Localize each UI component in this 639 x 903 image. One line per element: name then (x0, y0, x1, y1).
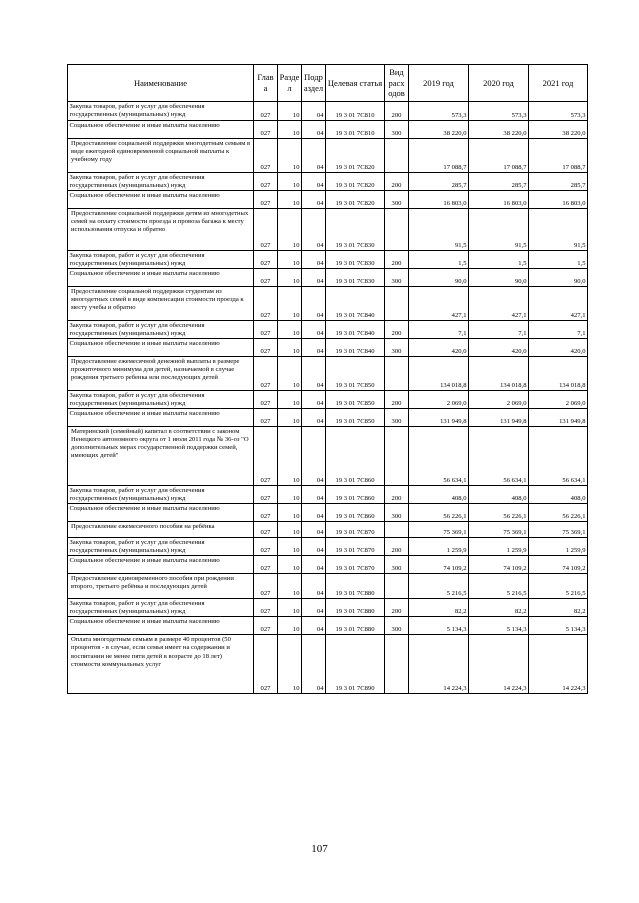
cell-razdel: 10 (278, 121, 302, 139)
cell-razdel: 10 (278, 191, 302, 209)
table-body (68, 102, 588, 694)
cell-statya: 19 3 01 7С860 (326, 427, 385, 486)
cell-2021: 2 069,0 (529, 391, 588, 409)
cell-glava: 027 (254, 191, 278, 209)
cell-podrazdel: 04 (302, 121, 326, 139)
cell-name: Предоставление ежемесячной денежной выплаты в размере прожиточного минимума для детей, назначаемой в случае рождения третьего ребенка или последующих детей (68, 357, 254, 391)
cell-razdel: 10 (278, 209, 302, 251)
cell-statya: 19 3 01 7С870 (326, 556, 385, 574)
cell-statya: 19 3 01 7С890 (326, 635, 385, 694)
header-razdel: Разде л (278, 65, 302, 102)
cell-glava: 027 (254, 173, 278, 191)
cell-glava: 027 (254, 287, 278, 321)
cell-razdel: 10 (278, 504, 302, 522)
cell-vid: 300 (385, 504, 409, 522)
cell-razdel: 10 (278, 522, 302, 538)
cell-vid (385, 427, 409, 486)
cell-2019: 1,5 (409, 251, 469, 269)
cell-glava: 027 (254, 102, 278, 121)
cell-statya: 19 3 01 7С870 (326, 538, 385, 556)
header-podrazdel: Подр аздел (302, 65, 326, 102)
cell-2019: 420,0 (409, 339, 469, 357)
cell-statya: 19 3 01 7С880 (326, 574, 385, 599)
cell-statya: 19 3 01 7С830 (326, 251, 385, 269)
cell-name: Предоставление социальной поддержки многодетным семьям в виде ежегодной единовременной социальной выплаты к учебному году (68, 139, 254, 173)
cell-2019: 38 220,0 (409, 121, 469, 139)
header-statya: Целевая статья (326, 65, 385, 102)
cell-2019: 2 069,0 (409, 391, 469, 409)
cell-2021: 17 088,7 (529, 139, 588, 173)
cell-name: Социальное обеспечение и иные выплаты населению (68, 191, 254, 209)
cell-2021: 1,5 (529, 251, 588, 269)
budget-table (67, 64, 588, 694)
cell-2020: 56 226,1 (469, 504, 529, 522)
cell-2019: 56 634,1 (409, 427, 469, 486)
cell-name: Закупка товаров, работ и услуг для обеспечения государственных (муниципальных) нужд (68, 599, 254, 617)
cell-glava: 027 (254, 321, 278, 339)
cell-razdel: 10 (278, 102, 302, 121)
cell-name: Закупка товаров, работ и услуг для обеспечения государственных (муниципальных) нужд (68, 102, 254, 121)
cell-name: Социальное обеспечение и иные выплаты населению (68, 121, 254, 139)
table-row (68, 102, 588, 121)
cell-glava: 027 (254, 427, 278, 486)
cell-2021: 134 018,8 (529, 357, 588, 391)
cell-razdel: 10 (278, 357, 302, 391)
table-header-row (68, 65, 588, 102)
cell-podrazdel: 04 (302, 391, 326, 409)
cell-glava: 027 (254, 486, 278, 504)
cell-razdel: 10 (278, 269, 302, 287)
cell-statya: 19 3 01 7С820 (326, 139, 385, 173)
cell-statya: 19 3 01 7С840 (326, 321, 385, 339)
cell-2021: 75 369,1 (529, 522, 588, 538)
cell-2021: 90,0 (529, 269, 588, 287)
cell-vid (385, 209, 409, 251)
cell-2019: 285,7 (409, 173, 469, 191)
cell-2021: 573,3 (529, 102, 588, 121)
cell-2019: 7,1 (409, 321, 469, 339)
cell-name: Закупка товаров, работ и услуг для обеспечения государственных (муниципальных) нужд (68, 538, 254, 556)
cell-statya: 19 3 01 7С870 (326, 522, 385, 538)
cell-glava: 027 (254, 391, 278, 409)
cell-2021: 285,7 (529, 173, 588, 191)
table-row (68, 504, 588, 522)
cell-statya: 19 3 01 7С810 (326, 102, 385, 121)
table-row (68, 339, 588, 357)
cell-2021: 56 226,1 (529, 504, 588, 522)
table-row (68, 209, 588, 251)
cell-2019: 134 018,8 (409, 357, 469, 391)
cell-2021: 131 949,8 (529, 409, 588, 427)
cell-vid (385, 139, 409, 173)
cell-2020: 91,5 (469, 209, 529, 251)
cell-podrazdel: 04 (302, 339, 326, 357)
table-row (68, 427, 588, 486)
cell-podrazdel: 04 (302, 269, 326, 287)
cell-statya: 19 3 01 7С830 (326, 269, 385, 287)
cell-2021: 82,2 (529, 599, 588, 617)
cell-glava: 027 (254, 139, 278, 173)
cell-podrazdel: 04 (302, 522, 326, 538)
cell-2021: 74 109,2 (529, 556, 588, 574)
table-row (68, 251, 588, 269)
cell-vid (385, 522, 409, 538)
cell-podrazdel: 04 (302, 427, 326, 486)
cell-vid (385, 635, 409, 694)
cell-vid: 300 (385, 409, 409, 427)
cell-razdel: 10 (278, 556, 302, 574)
cell-razdel: 10 (278, 173, 302, 191)
cell-statya: 19 3 01 7С820 (326, 191, 385, 209)
cell-2020: 5 134,3 (469, 617, 529, 635)
cell-vid: 300 (385, 339, 409, 357)
cell-vid: 200 (385, 391, 409, 409)
cell-name: Оплата многодетным семьям в размере 40 процентов (50 процентов - в случае, если семья имеет на содержании и воспитании не менее пяти детей в возрасте до 18 лет) стоимости коммунальных услуг (68, 635, 254, 694)
cell-vid (385, 574, 409, 599)
table-row (68, 121, 588, 139)
cell-2020: 427,1 (469, 287, 529, 321)
cell-2020: 16 803,0 (469, 191, 529, 209)
cell-glava: 027 (254, 522, 278, 538)
cell-2019: 573,3 (409, 102, 469, 121)
table-row (68, 538, 588, 556)
cell-vid: 200 (385, 173, 409, 191)
cell-2020: 14 224,3 (469, 635, 529, 694)
cell-podrazdel: 04 (302, 574, 326, 599)
cell-vid: 300 (385, 556, 409, 574)
cell-razdel: 10 (278, 617, 302, 635)
cell-2019: 5 216,5 (409, 574, 469, 599)
cell-name: Закупка товаров, работ и услуг для обеспечения государственных (муниципальных) нужд (68, 173, 254, 191)
cell-statya: 19 3 01 7С830 (326, 209, 385, 251)
cell-2021: 16 803,0 (529, 191, 588, 209)
cell-2020: 2 069,0 (469, 391, 529, 409)
table-row (68, 321, 588, 339)
cell-podrazdel: 04 (302, 486, 326, 504)
cell-vid: 300 (385, 269, 409, 287)
cell-2019: 5 134,3 (409, 617, 469, 635)
cell-name: Закупка товаров, работ и услуг для обеспечения государственных (муниципальных) нужд (68, 251, 254, 269)
cell-2020: 82,2 (469, 599, 529, 617)
table-row (68, 391, 588, 409)
cell-name: Социальное обеспечение и иные выплаты населению (68, 504, 254, 522)
cell-razdel: 10 (278, 251, 302, 269)
cell-2020: 131 949,8 (469, 409, 529, 427)
table-row (68, 522, 588, 538)
cell-2019: 131 949,8 (409, 409, 469, 427)
cell-statya: 19 3 01 7С810 (326, 121, 385, 139)
cell-statya: 19 3 01 7С860 (326, 486, 385, 504)
cell-glava: 027 (254, 635, 278, 694)
cell-podrazdel: 04 (302, 321, 326, 339)
cell-statya: 19 3 01 7С850 (326, 409, 385, 427)
cell-podrazdel: 04 (302, 556, 326, 574)
cell-statya: 19 3 01 7С840 (326, 287, 385, 321)
cell-2021: 7,1 (529, 321, 588, 339)
table-row (68, 139, 588, 173)
cell-2019: 427,1 (409, 287, 469, 321)
cell-2021: 5 134,3 (529, 617, 588, 635)
cell-podrazdel: 04 (302, 617, 326, 635)
cell-podrazdel: 04 (302, 102, 326, 121)
cell-2019: 90,0 (409, 269, 469, 287)
cell-name: Материнский (семейный) капитал в соответствии с законом Ненецкого автономного округа от 1 июля 2011 года № 36-оз "О дополнительных мерах государственной поддержки семей, имеющих детей" (68, 427, 254, 486)
cell-razdel: 10 (278, 339, 302, 357)
cell-razdel: 10 (278, 409, 302, 427)
cell-statya: 19 3 01 7С880 (326, 599, 385, 617)
cell-vid: 200 (385, 538, 409, 556)
cell-vid: 300 (385, 121, 409, 139)
cell-name: Предоставление ежемесячного пособия на ребёнка (68, 522, 254, 538)
cell-2021: 1 259,9 (529, 538, 588, 556)
cell-razdel: 10 (278, 427, 302, 486)
cell-2021: 56 634,1 (529, 427, 588, 486)
cell-podrazdel: 04 (302, 357, 326, 391)
cell-razdel: 10 (278, 574, 302, 599)
header-2021: 2021 год (529, 65, 588, 102)
cell-vid: 200 (385, 102, 409, 121)
cell-podrazdel: 04 (302, 504, 326, 522)
cell-statya: 19 3 01 7С860 (326, 504, 385, 522)
cell-glava: 027 (254, 556, 278, 574)
cell-statya: 19 3 01 7С850 (326, 357, 385, 391)
cell-statya: 19 3 01 7С880 (326, 617, 385, 635)
cell-2020: 75 369,1 (469, 522, 529, 538)
cell-glava: 027 (254, 357, 278, 391)
cell-razdel: 10 (278, 599, 302, 617)
cell-2020: 134 018,8 (469, 357, 529, 391)
cell-2020: 1 259,9 (469, 538, 529, 556)
cell-2021: 14 224,3 (529, 635, 588, 694)
table-row (68, 635, 588, 694)
cell-2019: 1 259,9 (409, 538, 469, 556)
cell-glava: 027 (254, 574, 278, 599)
cell-2020: 408,0 (469, 486, 529, 504)
cell-name: Социальное обеспечение и иные выплаты населению (68, 617, 254, 635)
header-2020: 2020 год (469, 65, 529, 102)
cell-2020: 17 088,7 (469, 139, 529, 173)
cell-podrazdel: 04 (302, 287, 326, 321)
cell-2020: 56 634,1 (469, 427, 529, 486)
cell-podrazdel: 04 (302, 635, 326, 694)
cell-podrazdel: 04 (302, 209, 326, 251)
cell-statya: 19 3 01 7С820 (326, 173, 385, 191)
cell-statya: 19 3 01 7С840 (326, 339, 385, 357)
header-2019: 2019 год (409, 65, 469, 102)
cell-name: Предоставление социальной поддержки детям из многодетных семей на оплату стоимости проезда и провоза багажа к месту использования отпуска и обратно (68, 209, 254, 251)
cell-2019: 75 369,1 (409, 522, 469, 538)
cell-2020: 38 220,0 (469, 121, 529, 139)
cell-razdel: 10 (278, 287, 302, 321)
table-row (68, 409, 588, 427)
cell-podrazdel: 04 (302, 139, 326, 173)
cell-glava: 027 (254, 269, 278, 287)
cell-vid: 200 (385, 251, 409, 269)
cell-2021: 420,0 (529, 339, 588, 357)
table-row (68, 574, 588, 599)
cell-2019: 82,2 (409, 599, 469, 617)
cell-name: Предоставление социальной поддержки студентам из многодетных семей в виде компенсации стоимости проезда к месту учебы и обратно (68, 287, 254, 321)
cell-razdel: 10 (278, 139, 302, 173)
cell-vid: 300 (385, 617, 409, 635)
table-row (68, 617, 588, 635)
cell-2020: 7,1 (469, 321, 529, 339)
cell-podrazdel: 04 (302, 599, 326, 617)
cell-glava: 027 (254, 617, 278, 635)
table-row (68, 357, 588, 391)
cell-2021: 408,0 (529, 486, 588, 504)
cell-vid: 300 (385, 191, 409, 209)
cell-2021: 427,1 (529, 287, 588, 321)
cell-glava: 027 (254, 251, 278, 269)
cell-razdel: 10 (278, 635, 302, 694)
cell-podrazdel: 04 (302, 538, 326, 556)
cell-razdel: 10 (278, 321, 302, 339)
cell-2019: 16 803,0 (409, 191, 469, 209)
cell-podrazdel: 04 (302, 409, 326, 427)
cell-2019: 17 088,7 (409, 139, 469, 173)
header-name: Наименование (68, 65, 254, 102)
cell-2020: 285,7 (469, 173, 529, 191)
cell-podrazdel: 04 (302, 173, 326, 191)
cell-razdel: 10 (278, 391, 302, 409)
cell-glava: 027 (254, 209, 278, 251)
table-row (68, 599, 588, 617)
cell-2019: 56 226,1 (409, 504, 469, 522)
cell-2020: 90,0 (469, 269, 529, 287)
cell-vid: 200 (385, 599, 409, 617)
table-row (68, 269, 588, 287)
cell-2020: 420,0 (469, 339, 529, 357)
cell-vid (385, 357, 409, 391)
cell-glava: 027 (254, 504, 278, 522)
table-row (68, 556, 588, 574)
cell-name: Предоставление единовременного пособия при рождении второго, третьего ребёнка и последующих детей (68, 574, 254, 599)
header-glava: Глав а (254, 65, 278, 102)
table-row (68, 173, 588, 191)
table-row (68, 191, 588, 209)
cell-2020: 5 216,5 (469, 574, 529, 599)
cell-2019: 408,0 (409, 486, 469, 504)
cell-name: Социальное обеспечение и иные выплаты населению (68, 269, 254, 287)
cell-name: Закупка товаров, работ и услуг для обеспечения государственных (муниципальных) нужд (68, 486, 254, 504)
cell-name: Закупка товаров, работ и услуг для обеспечения государственных (муниципальных) нужд (68, 321, 254, 339)
page-number: 107 (311, 843, 328, 855)
table-row (68, 486, 588, 504)
cell-glava: 027 (254, 339, 278, 357)
cell-2020: 74 109,2 (469, 556, 529, 574)
header-vid: Вид расх одов (385, 65, 409, 102)
cell-glava: 027 (254, 409, 278, 427)
cell-2019: 14 224,3 (409, 635, 469, 694)
cell-2021: 38 220,0 (529, 121, 588, 139)
cell-glava: 027 (254, 538, 278, 556)
cell-2019: 91,5 (409, 209, 469, 251)
cell-razdel: 10 (278, 486, 302, 504)
cell-2020: 1,5 (469, 251, 529, 269)
cell-vid (385, 287, 409, 321)
cell-name: Закупка товаров, работ и услуг для обеспечения государственных (муниципальных) нужд (68, 391, 254, 409)
cell-2019: 74 109,2 (409, 556, 469, 574)
cell-2021: 91,5 (529, 209, 588, 251)
cell-name: Социальное обеспечение и иные выплаты населению (68, 556, 254, 574)
table-row (68, 287, 588, 321)
cell-name: Социальное обеспечение и иные выплаты населению (68, 339, 254, 357)
cell-vid: 200 (385, 321, 409, 339)
cell-statya: 19 3 01 7С850 (326, 391, 385, 409)
cell-2021: 5 216,5 (529, 574, 588, 599)
cell-2020: 573,3 (469, 102, 529, 121)
cell-podrazdel: 04 (302, 191, 326, 209)
cell-glava: 027 (254, 599, 278, 617)
cell-vid: 200 (385, 486, 409, 504)
cell-glava: 027 (254, 121, 278, 139)
cell-razdel: 10 (278, 538, 302, 556)
cell-name: Социальное обеспечение и иные выплаты населению (68, 409, 254, 427)
cell-podrazdel: 04 (302, 251, 326, 269)
